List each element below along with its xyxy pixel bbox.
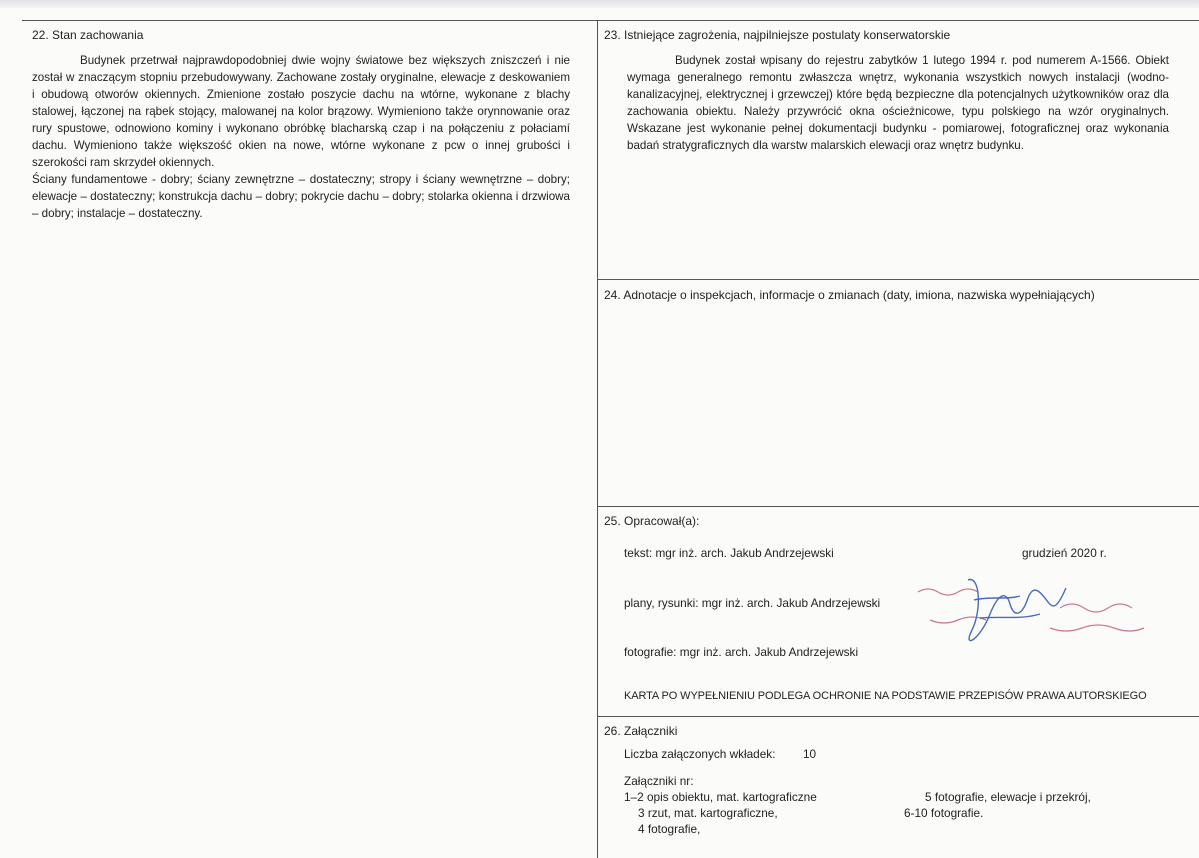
section-23-title: 23. Istniejące zagrożenia, najpilniejsze postulaty konserwatorskie (604, 28, 951, 42)
attachment-count-value: 10 (803, 747, 817, 761)
section-22-paragraph-2: Ściany fundamentowe - dobry; ściany zewnętrzne – dostateczny; stropy i ściany wewnętrzne – dobry; elewacje – dostateczny; konstrukcja dachu – dobry; pokrycie dachu – dobry; stolarka okienna i drzwiowa – dobry; instalacje – dostateczny. (32, 173, 570, 220)
author-date: grudzień 2020 r. (1022, 546, 1107, 560)
author-drawings: plany, rysunki: mgr inż. arch. Jakub Andrzejewski (624, 596, 881, 610)
signature-stamp (910, 570, 1150, 650)
section-22-title: 22. Stan zachowania (32, 28, 144, 42)
author-photos: fotografie: mgr inż. arch. Jakub Andrzejewski (624, 645, 859, 659)
attachment-item: 5 fotografie, elewacje i przekrój, (925, 790, 1091, 804)
section-26-title: 26. Załączniki (604, 724, 678, 738)
attachment-item: 4 fotografie, (638, 822, 701, 836)
section-22-text (32, 52, 570, 222)
attachment-item: 6-10 fotografie. (904, 806, 984, 820)
attachment-list-label: Załączniki nr: (624, 774, 694, 788)
attachment-count-label: Liczba załączonych wkładek: (624, 747, 776, 761)
section-22-paragraph-1: Budynek przetrwał najprawdopodobniej dwie wojny światowe bez większych zniszczeń i nie został w znaczącym stopniu przebudowywany. Zachowane zostały oryginalne, elewacje z deskowaniem i obudową otworów okiennych. Zmienione zostało poszycie dachu na wtórne, wykonane z blachy stalowej, łączonej na rąbek stojący, malowanej na kolor brązowy. Wymieniono także orynnowanie oraz rury spustowe, odnowiono kominy i wykonano obróbkę blacharską czap i na połączeniu z połaciamí dachu. Wymieniono także większość okien na nowe, wtórne wykonane z pcw o innej grubości i szerokości ram skrzydeł okiennych. (32, 54, 570, 169)
section-24-title: 24. Adnotacje o inspekcjach, informacje o zmianach (daty, imiona, nazwiska wypełniających) (604, 288, 1095, 302)
divider-23-24 (597, 279, 1199, 280)
attachment-item: 1–2 opis obiektu, mat. kartograficzne (624, 790, 817, 804)
section-23-text (627, 52, 1169, 154)
divider-25-26 (597, 716, 1199, 717)
column-divider (597, 20, 598, 858)
section-23-paragraph-1: Budynek został wpisany do rejestru zabytków 1 lutego 1994 r. pod numerem A-1566. Obiekt wymaga generalnego remontu zwłaszcza wnętrz, wykonania wszystkich nowych instalacji (wodno-kanalizacyjnej, elektrycznej i grzewczej) które będą bezpieczne dla potencjalnych użytkowników oraz dla zachowania obiektu. Należy przywrócić okna ościeżnicowe, typu polskiego na wzór oryginalnych. Wskazane jest wykonanie pełnej dokumentacji budynku - pomiarowej, fotograficznej oraz wykonania badań stratygraficznych dla warstw malarskich elewacji oraz wnętrz budynku. (627, 54, 1169, 152)
divider-24-25 (597, 506, 1199, 507)
section-25-title: 25. Opracował(a): (604, 514, 700, 528)
scan-top-band (0, 0, 1199, 8)
author-text: tekst: mgr inż. arch. Jakub Andrzejewski (624, 546, 834, 560)
attachment-item: 3 rzut, mat. kartograficzne, (638, 806, 778, 820)
copyright-notice: KARTA PO WYPEŁNIENIU PODLEGA OCHRONIE NA PODSTAWIE PRZEPISÓW PRAWA AUTORSKIEGO (624, 690, 1147, 702)
table-top-border (22, 20, 1199, 21)
